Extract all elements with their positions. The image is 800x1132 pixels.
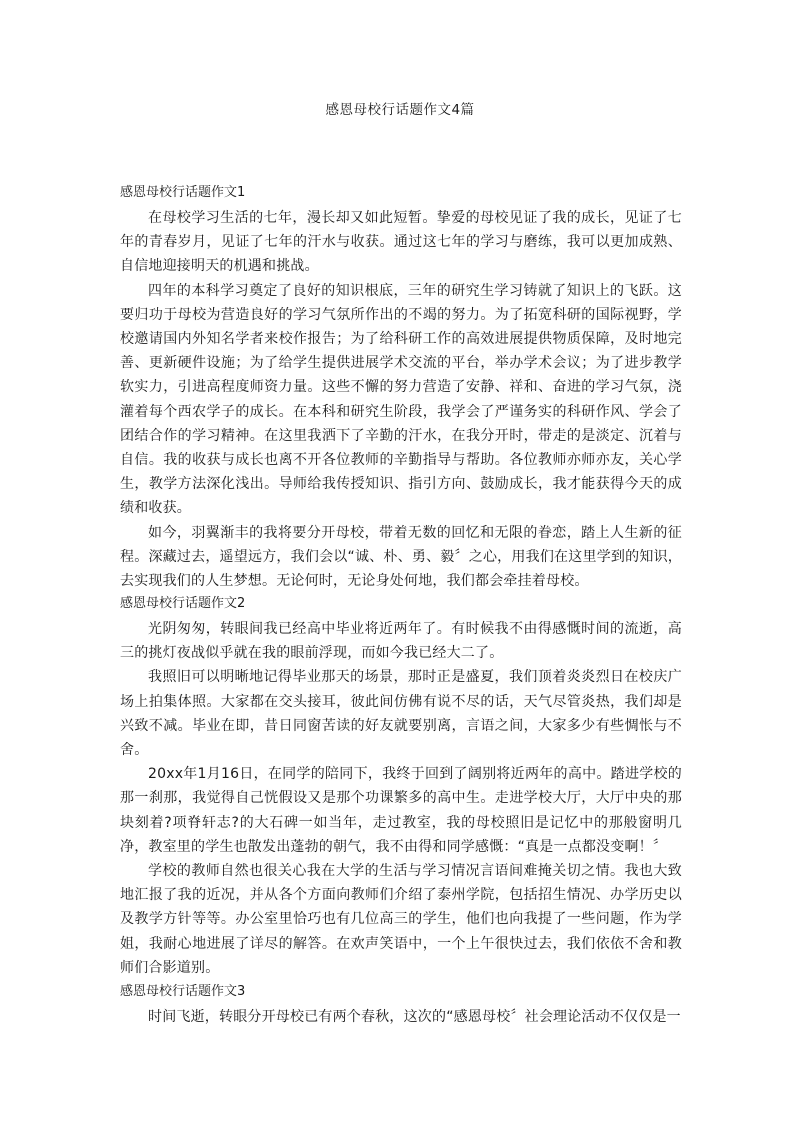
paragraph: 如今，羽翼渐丰的我将要分开母校，带着无数的回忆和无限的眷恋，踏上人生新的征程。深藏过去，遥望远方，我们会以“诚、朴、勇、毅〞之心，用我们在这里学到的知识，去实现我们的人生梦想。无论何时，无论身处何地，我们都会牵挂着母校。: [120, 524, 682, 590]
paragraph: 我照旧可以明晰地记得毕业那天的场景，那时正是盛夏，我们顶着炎炎烈日在校庆广场上拍集体照。大家都在交头接耳，彼此间仿佛有说不尽的话，天气尽管炎热，我们却是兴致不减。毕业在即，昔日同窗苦读的好友就要别离，言语之间，大家多少有些惆怅与不舍。: [120, 669, 682, 759]
paragraph: 学校的教师自然也很关心我在大学的生活与学习情况言语间难掩关切之情。我也大致地汇报了我的近况，并从各个方面向教师们介绍了泰州学院，包括招生情况、办学历史以及教学方针等等。办公室里恰巧也有几位高三的学生，他们也向我提了一些问题，作为学姐，我耐心地进展了详尽的解答。在欢声笑语中，一个上午很快过去，我们依依不舍和教师们合影道别。: [120, 863, 682, 976]
paragraph: 在母校学习生活的七年，漫长却又如此短暂。挚爱的母校见证了我的成长，见证了七年的青春岁月，见证了七年的汗水与收获。通过这七年的学习与磨练，我可以更加成熟、自信地迎接明天的机遇和挑战。: [120, 210, 682, 275]
essay-section-2: [120, 594, 682, 980]
section-heading: 感恩母校行话题作文2: [120, 596, 246, 611]
section-heading: 感恩母校行话题作文1: [120, 185, 246, 200]
paragraph: 时间飞逝，转眼分开母校已有两个春秋，这次的“感恩母校〞社会理论活动不仅仅是一: [148, 1009, 681, 1025]
essay-section-1: [120, 183, 682, 593]
essay-section-3: [120, 982, 682, 1029]
document-title: 感恩母校行话题作文4篇: [325, 102, 475, 118]
paragraph: 四年的本科学习奠定了良好的知识根底，三年的研究生学习铸就了知识上的飞跃。这要归功于母校为营造良好的学习气氛所作出的不竭的努力。为了拓宽科研的国际视野，学校邀请国内外知名学者来校作报告；为了给科研工作的高效进展提供物质保障，及时地完善、更新硬件设施；为了给学生提供进展学术交流的平台，举办学术会议；为了进步教学软实力，引进高程度师资力量。这些不懈的努力营造了安静、祥和、奋进的学习气氛，浇灌着每个西农学子的成长。在本科和研究生阶段，我学会了严谨务实的科研作风、学会了团结合作的学习精神。在这里我洒下了辛勤的汗水，在我分开时，带走的是淡定、沉着与自信。我的收获与成长也离不开各位教师的辛勤指导与帮助。各位教师亦师亦友，关心学生，教学方法深化浅出。导师给我传授知识、指引方向、鼓励成长，我才能获得今天的成绩和收获。: [120, 282, 682, 517]
section-heading: 感恩母校行话题作文3: [120, 984, 246, 999]
paragraph: 光阴匆匆，转眼间我已经高中毕业将近两年了。有时候我不由得感慨时间的流逝，高三的挑灯夜战似乎就在我的眼前浮现，而如今我已经大二了。: [120, 621, 682, 662]
paragraph: 20xx年1月16日，在同学的陪同下，我终于回到了阔别将近两年的高中。踏进学校的那一刹那，我觉得自己恍假设又是那个功课繁多的高中生。走进学校大厅，大厅中央的那块刻着?项脊轩志?的大石碑一如当年，走过教室，我的母校照旧是记忆中的那般窗明几净，教室里的学生也散发出蓬勃的朝气，我不由得和同学感慨：“真是一点都没变啊！〞: [120, 766, 682, 855]
